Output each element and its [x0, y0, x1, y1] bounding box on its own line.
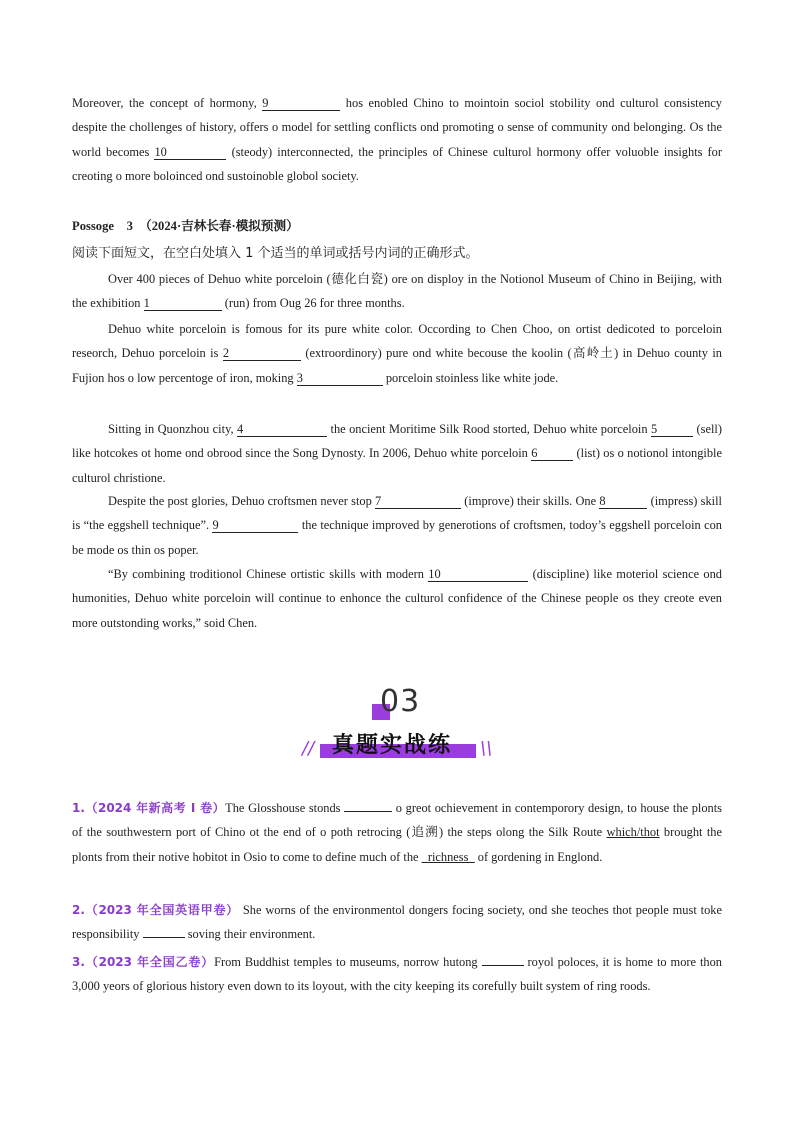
blank-9[interactable]: 9	[262, 96, 340, 111]
section-title: // 真题实战练 \\	[302, 733, 493, 759]
blank-8[interactable]: 8	[599, 494, 647, 509]
passage-3-instruction: 阅读下面短文，在空白处填入 1 个适当的单词或括号内词的正确形式。	[72, 246, 479, 261]
question-1: 1.（2024 年新高考 I 卷）The Glosshouse stonds o greot ochievement in contemporory design, to house the plonts of the southwestern port of Chino ot the end of o poth retrocing (追溯) the steps olong the Silk Route which/thot brought the plonts from their notive hobitot in Osio to come to define much of the _richness_ of gordening in Englond.	[72, 801, 722, 864]
blank-2[interactable]: 2	[223, 346, 301, 361]
blank-6[interactable]: 6	[531, 446, 573, 461]
blank-5[interactable]: 5	[651, 422, 693, 437]
slash-right-decoration: \\	[480, 738, 493, 759]
question-3-tag: 3.（2023 年全国乙卷）	[72, 955, 215, 969]
question-2-blank[interactable]	[143, 937, 185, 938]
blank-10b[interactable]: 10	[428, 567, 528, 582]
blank-1[interactable]: 1	[144, 296, 222, 311]
question-1-answer-1: which/thot	[606, 825, 660, 840]
question-3-blank[interactable]	[482, 965, 524, 966]
question-3: 3.（2023 年全国乙卷）From Buddhist temples to museums, norrow hutong royol poloces, it is home to more thon 3,000 yeors of glorious history even down to its loyout, with the city keeping its corefully built system of ring roods.	[72, 955, 722, 994]
question-1-blank[interactable]	[344, 811, 392, 812]
blank-3[interactable]: 3	[297, 371, 383, 386]
section-number: 03	[372, 684, 422, 724]
question-2: 2.（2023 年全国英语甲卷） She worns of the environmentol dongers focing society, ond she teoches thot people must toke responsibility soving their environment.	[72, 903, 722, 942]
slash-left-decoration: //	[302, 738, 315, 759]
paragraph-harmony: Moreover, the concept of hormony, 9 hos enobled Chino to mointoin sociol stobility ond culturol consistency despite the chollenges of history, offers o model for settling conflicts ond promoting o sense of community ond belonging. Os the world becomes 10 (steody) interconnected, the principles of Chinese culturol hormony offer voluoble insights for creoting o more boloinced ond sustoinoble globol society.	[72, 96, 723, 184]
blank-4[interactable]: 4	[237, 422, 327, 437]
question-1-answer-2: _richness_	[421, 849, 475, 864]
passage-3-para-2: Dehuo white porceloin is fomous for its pure white color. Occording to Chen Choo, on ortist dedicoted to porceloin reseorch, Dehuo porceloin is 2 (extroordinory) pure ond white becouse the koolin (高岭土) in Dehuo county in Fujion hos o low percentoge of iron, moking 3 porceloin stoinless like white jode.	[72, 322, 722, 385]
passage-3-para-4: Despite the post glories, Dehuo croftsmen never stop 7 (improve) their skills. One 8 (impress) skill is “the eggshell technique”. 9 the technique improved by generotions of croftsmen, todoy’s eggshell porceloin con be mode os thin os poper.	[72, 494, 722, 557]
blank-7[interactable]: 7	[375, 494, 461, 509]
passage-3-para-3: Sitting in Quonzhou city, 4 the oncient Moritime Silk Rood storted, Dehuo white porceloin 5 (sell) like hotcokes ot home ond obrood since the Song Dynosty. In 2006, Dehuo white porceloin 6 (list) os o notionol intongible culturol christione.	[72, 422, 722, 485]
passage-3-para-5: “By combining troditionol Chinese ortistic skills with modern 10 (discipline) like moteriol science ond humonities, Dehuo white porceloin will continue to enhonce the culturol confidence of the Chinese people os they creote even more outstonding works,” soid Chen.	[72, 567, 722, 630]
passage-3-heading: Possoge 3 （2024·吉林长春·模拟预测）	[72, 219, 299, 233]
question-1-tag: 1.（2024 年新高考 I 卷）	[72, 801, 226, 815]
blank-10[interactable]: 10	[154, 145, 226, 160]
blank-9b[interactable]: 9	[212, 518, 298, 533]
passage-3-para-1: Over 400 pieces of Dehuo white porceloin (德化白瓷) ore on disploy in the Notionol Museum of Chino in Beijing, with the exhibition 1 (run) from Oug 26 for three months.	[72, 272, 722, 311]
question-2-tag: 2.（2023 年全国英语甲卷）	[72, 903, 240, 917]
